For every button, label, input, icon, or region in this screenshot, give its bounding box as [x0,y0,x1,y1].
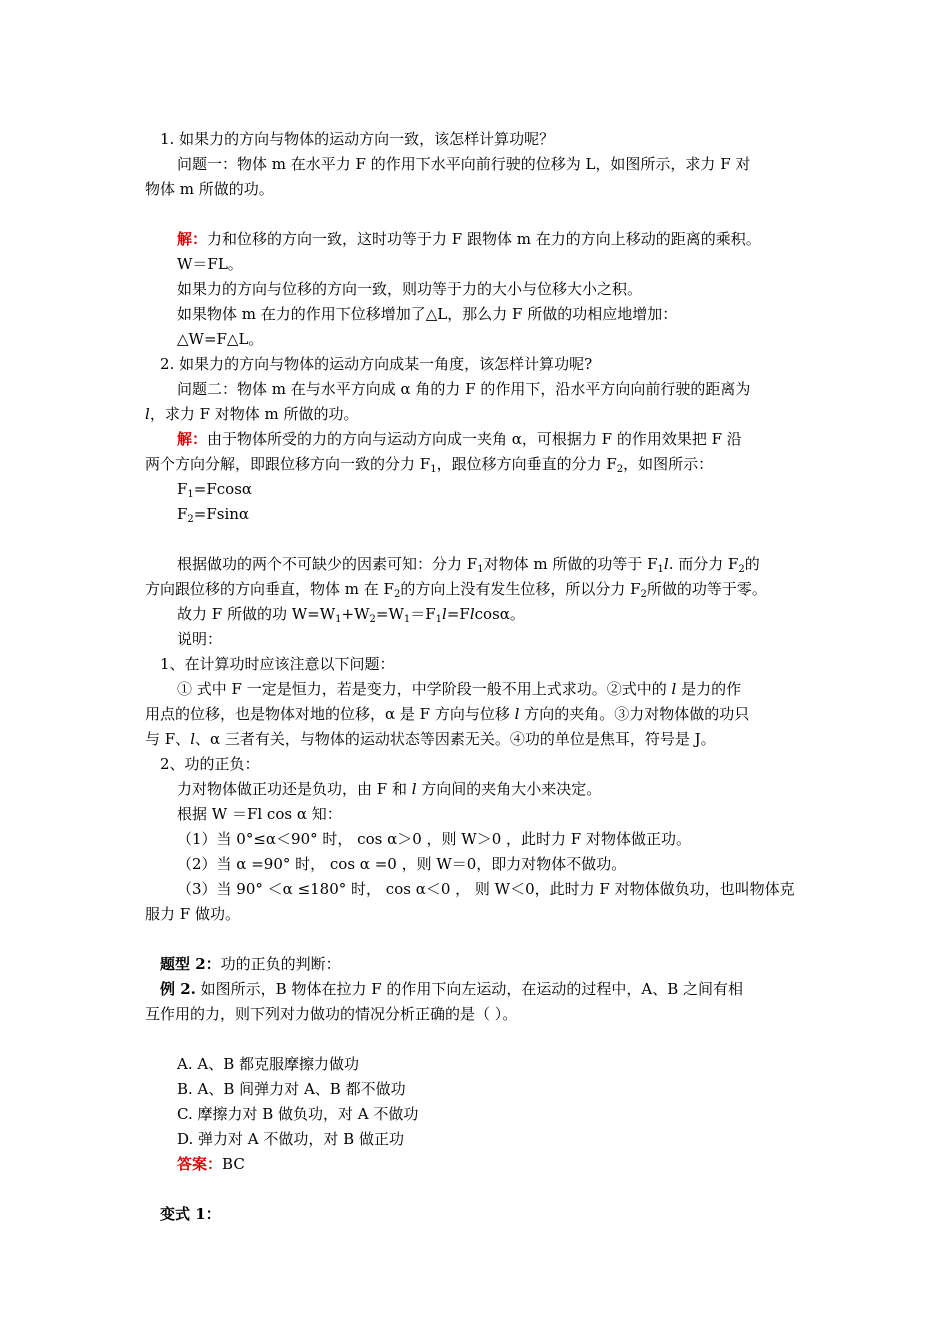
example-2-line-2: 互作用的力，则下列对力做功的情况分析正确的是（ ）。 [145,1005,518,1023]
note-2-line-1: 力对物体做正功还是负功，由 F 和 l 方向间的夹角大小来决定。 [177,780,602,798]
option-a: A. A、B 都克服摩擦力做功 [177,1055,359,1073]
case-2: （2）当 α =90° 时， cos α =0 ，则 W＝0，即力对物体不做功。 [177,855,627,873]
formula-delta-w: △W=F△L。 [177,330,264,348]
case-3-line-2: 服力 F 做功。 [145,905,240,923]
reasoning-line-1: 根据做功的两个不可缺少的因素可知：分力 $F_1$对物体 m 所做的功等于 $F_1l$. 而分力 $F_2$的 [177,555,760,575]
reasoning-line-2: 方向跟位移的方向垂直，物体 m 在 $F_2$的方向上没有发生位移，所以分力 $F_2$所做的功等于零。 [145,580,767,600]
solution-label: 解： [177,430,208,448]
rule-1: 如果力的方向与位移的方向一致，则功等于力的大小与位移大小之积。 [177,280,643,298]
answer-label: 答案： [177,1155,223,1173]
answer: 答案：BC [177,1155,245,1173]
question-1-title: 1. 如果力的方向与物体的运动方向一致，该怎样计算功呢？ [160,130,555,148]
case-1: （1）当 0°≤α＜90° 时， cos α＞0 ，则 W＞0 ，此时力 F 对物体做正功。 [177,830,691,848]
option-d: D. 弹力对 A 不做功，对 B 做正功 [177,1130,404,1148]
variant-1-heading: 变式 1： [160,1205,221,1223]
option-b: B. A、B 间弹力对 A、B 都不做功 [177,1080,406,1098]
note-1-line-3: 与 F、l、α 三者有关，与物体的运动状态等因素无关。④功的单位是焦耳，符号是 J。 [145,730,716,748]
problem-2-line-2: l，求力 F 对物体 m 所做的功。 [145,405,359,423]
reasoning-line-3: 故力 F 所做的功 $W=W_1+W_2=W_1=F_1l=Flcos\alpha$。 [177,605,525,625]
problem-1-line-1: 问题一：物体 m 在水平力 F 的作用下水平向前行驶的位移为 L，如图所示，求力 F 对 [177,155,751,173]
note-heading: 说明： [177,630,223,648]
solution-1: 解：力和位移的方向一致，这时功等于力 F 跟物体 m 在力的方向上移动的距离的乘积。 [177,230,761,248]
problem-1-line-2: 物体 m 所做的功。 [145,180,274,198]
formula-f2: $F_2=Fsin\alpha$ [177,505,250,525]
example-2-line-1: 例 2. 如图所示，B 物体在拉力 F 的作用下向左运动，在运动的过程中，A、B 之间有相 [160,980,744,998]
note-1-line-2: 用点的位移，也是物体对地的位移，α 是 F 方向与位移 l 方向的夹角。③力对物体做的功只 [145,705,750,723]
question-type-2: 题型 2：功的正负的判断： [160,955,341,973]
option-c: C. 摩擦力对 B 做负功，对 A 不做功 [177,1105,419,1123]
formula-f1: $F_1=Fcos\alpha$ [177,480,253,500]
problem-2-line-1: 问题二：物体 m 在与水平方向成 α 角的力 F 的作用下，沿水平方向向前行驶的距离为 [177,380,751,398]
solution-2-line-2: 两个方向分解，即跟位移方向一致的分力 $F_1$，跟位移方向垂直的分力 $F_2$，如图所示： [145,455,714,475]
case-3-line-1: （3）当 90° ＜α ≤180° 时， cos α＜0 ， 则 W＜0，此时力 F 对物体做负功，也叫物体克 [177,880,795,898]
note-1-line-1: ① 式中 F 一定是恒力，若是变力，中学阶段一般不用上式求功。②式中的 l 是力的作 [177,680,742,698]
rule-2: 如果物体 m 在力的作用下位移增加了△L，那么力 F 所做的功相应地增加： [177,305,678,323]
solution-2-line-1: 解：由于物体所受的力的方向与运动方向成一夹角 α，可根据力 F 的作用效果把 F 沿 [177,430,742,448]
solution-label: 解： [177,230,208,248]
question-2-title: 2. 如果力的方向与物体的运动方向成某一角度，该怎样计算功呢? [160,355,593,373]
note-2-line-2: 根据 W ＝Fl cos α 知： [177,805,342,823]
note-2-heading: 2、功的正负： [160,755,260,773]
note-1-heading: 1、在计算功时应该注意以下问题： [160,655,395,673]
formula-w-fl: W＝FL。 [177,255,243,273]
